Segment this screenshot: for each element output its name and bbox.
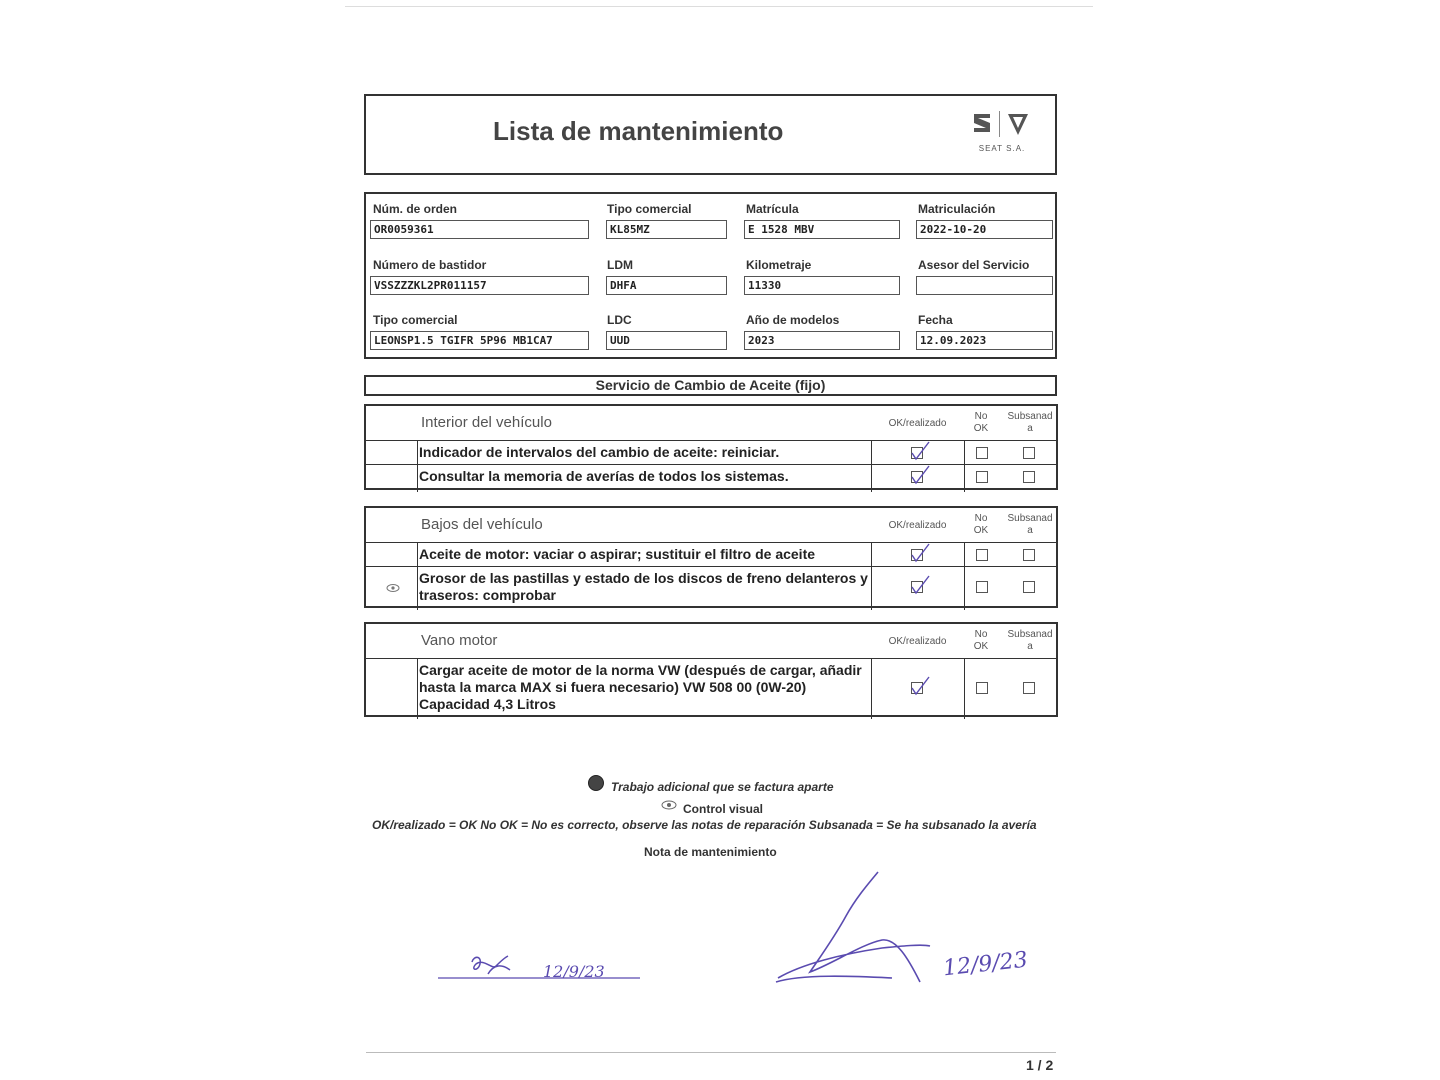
- seat-cupra-logo: [970, 109, 1034, 155]
- header-no-ok-line: No: [974, 629, 988, 640]
- field-label: Año de modelos: [746, 313, 840, 327]
- header-subsanada-line: a: [1027, 423, 1033, 434]
- header-subsanada-line: a: [1027, 641, 1033, 652]
- header-no-ok: [964, 629, 998, 653]
- field-label: Asesor del Servicio: [918, 258, 1030, 272]
- brand-text: SEAT S.A.: [978, 144, 1026, 153]
- handwritten-date-right: 12/9/23: [941, 947, 1029, 982]
- section-title: Interior del vehículo: [421, 414, 552, 431]
- subsanada-checkbox[interactable]: [1023, 471, 1035, 483]
- field-label: Núm. de orden: [373, 202, 458, 216]
- checklist-item-text: [419, 444, 779, 461]
- no-ok-checkbox[interactable]: [976, 471, 988, 483]
- field-value: UUD: [606, 331, 727, 350]
- header-ok: [871, 636, 964, 648]
- header-ok-line: OK/realizado: [888, 520, 947, 531]
- subsanada-checkbox[interactable]: [1023, 549, 1035, 561]
- no-ok-checkbox[interactable]: [976, 447, 988, 459]
- header-subsanada: [1007, 513, 1053, 537]
- field-value: 11330: [744, 276, 900, 295]
- page-title: Lista de mantenimiento: [493, 116, 784, 146]
- service-title: Servicio de Cambio de Aceite (fijo): [595, 377, 826, 393]
- checklist-item-line: Cargar aceite de motor de la norma VW (después de cargar, añadir: [419, 662, 862, 678]
- field-value: 12.09.2023: [916, 331, 1053, 350]
- no-ok-col-divider: [964, 440, 965, 492]
- checkmark-icon: [911, 575, 931, 600]
- checklist-item-line: Consultar la memoria de averías de todos los sistemas.: [419, 468, 789, 484]
- header-no-ok: [964, 411, 998, 435]
- checkmark-icon: [911, 465, 931, 490]
- header-subsanada: [1007, 629, 1053, 653]
- subsanada-checkbox[interactable]: [1023, 581, 1035, 593]
- legend-explanation: OK/realizado = OK No OK = No es correcto, observe las notas de reparación Subsanada = Se ha subsanado la avería: [372, 818, 1037, 832]
- icon-col-divider: [417, 440, 418, 492]
- checklist-item-line: Indicador de intervalos del cambio de aceite: reiniciar.: [419, 444, 780, 460]
- top-scan-rule: [345, 6, 1093, 7]
- no-ok-checkbox[interactable]: [976, 549, 988, 561]
- field-label: Fecha: [918, 313, 953, 327]
- checkmark-icon: [911, 441, 931, 466]
- additional-work-dot: [588, 775, 604, 791]
- header-no-ok-line: OK: [973, 641, 989, 652]
- ok-col-divider: [871, 542, 872, 610]
- header-divider: [366, 658, 1056, 659]
- field-label: Tipo comercial: [373, 313, 458, 327]
- no-ok-col-divider: [964, 658, 965, 719]
- maintenance-note-title: Nota de mantenimiento: [644, 845, 777, 859]
- eye-icon: [386, 581, 400, 599]
- header-subsanada-line: a: [1027, 525, 1033, 536]
- checklist-item-line: Aceite de motor: vaciar o aspirar; sustituir el filtro de aceite: [419, 546, 816, 562]
- header-no-ok: [964, 513, 998, 537]
- checklist-item-text: [419, 570, 868, 604]
- checkmark-icon: [911, 676, 931, 701]
- header-no-ok-line: OK: [973, 525, 989, 536]
- row-divider: [366, 566, 1056, 567]
- header-no-ok-line: No: [974, 513, 988, 524]
- header-ok-line: OK/realizado: [888, 636, 947, 647]
- checklist-section: [364, 506, 1058, 608]
- signature-right: [772, 868, 932, 993]
- field-label: Matrícula: [746, 202, 799, 216]
- section-title: Vano motor: [421, 632, 498, 649]
- header-subsanada-line: Subsanad: [1007, 513, 1053, 524]
- header-ok: [871, 418, 964, 430]
- header-divider: [366, 542, 1056, 543]
- checklist-item-line: Capacidad 4,3 Litros: [419, 696, 556, 712]
- header-no-ok-line: No: [974, 411, 988, 422]
- field-value: [916, 276, 1053, 295]
- eye-icon: [661, 798, 677, 816]
- row-divider: [366, 464, 1056, 465]
- no-ok-col-divider: [964, 542, 965, 610]
- checkmark-icon: [911, 543, 931, 568]
- legend-additional-work: Trabajo adicional que se factura aparte: [611, 780, 834, 794]
- field-value: 2023: [744, 331, 900, 350]
- header-ok-line: OK/realizado: [888, 418, 947, 429]
- subsanada-checkbox[interactable]: [1023, 447, 1035, 459]
- seat-logo-icon: [970, 109, 1034, 141]
- field-label: Matriculación: [918, 202, 996, 216]
- header-box: [364, 94, 1057, 175]
- no-ok-checkbox[interactable]: [976, 581, 988, 593]
- field-value: E 1528 MBV: [744, 220, 900, 239]
- checklist-item-text: [419, 546, 815, 563]
- ok-col-divider: [871, 440, 872, 492]
- header-subsanada: [1007, 411, 1053, 435]
- header-divider: [366, 440, 1056, 441]
- page-number: 1 / 2: [1026, 1057, 1054, 1073]
- header-ok: [871, 520, 964, 532]
- field-value: OR0059361: [370, 220, 589, 239]
- handwritten-date-left: 12/9/23: [543, 962, 605, 981]
- ok-col-divider: [871, 658, 872, 719]
- checklist-item-line: hasta la marca MAX si fuera necesario) VW 508 00 (0W-20): [419, 679, 807, 695]
- field-label: Tipo comercial: [607, 202, 692, 216]
- field-value: 2022-10-20: [916, 220, 1053, 239]
- checklist-section: [364, 622, 1058, 717]
- checklist-item-text: [419, 468, 789, 485]
- field-label: Kilometraje: [746, 258, 812, 272]
- field-value: DHFA: [606, 276, 727, 295]
- subsanada-checkbox[interactable]: [1023, 682, 1035, 694]
- checklist-item-text: [419, 662, 862, 713]
- service-title-box: [364, 375, 1057, 396]
- field-label: LDC: [607, 313, 632, 327]
- checklist-item-line: traseros: comprobar: [419, 587, 556, 603]
- vehicle-info-box: [364, 192, 1057, 359]
- checklist-item-line: Grosor de las pastillas y estado de los discos de freno delanteros y: [419, 570, 868, 586]
- field-label: Número de bastidor: [373, 258, 487, 272]
- bottom-scan-rule: [366, 1052, 1056, 1053]
- field-value: LEONSP1.5 TGIFR 5P96 MB1CA7: [370, 331, 589, 350]
- header-no-ok-line: OK: [973, 423, 989, 434]
- signature-left: [438, 950, 643, 987]
- section-title: Bajos del vehículo: [421, 516, 543, 533]
- icon-col-divider: [417, 658, 418, 719]
- header-subsanada-line: Subsanad: [1007, 629, 1053, 640]
- field-label: LDM: [607, 258, 633, 272]
- field-value: VSSZZZKL2PR011157: [370, 276, 589, 295]
- icon-col-divider: [417, 542, 418, 610]
- legend-visual-control: Control visual: [683, 802, 764, 816]
- field-value: KL85MZ: [606, 220, 727, 239]
- no-ok-checkbox[interactable]: [976, 682, 988, 694]
- header-subsanada-line: Subsanad: [1007, 411, 1053, 422]
- checklist-section: [364, 404, 1058, 490]
